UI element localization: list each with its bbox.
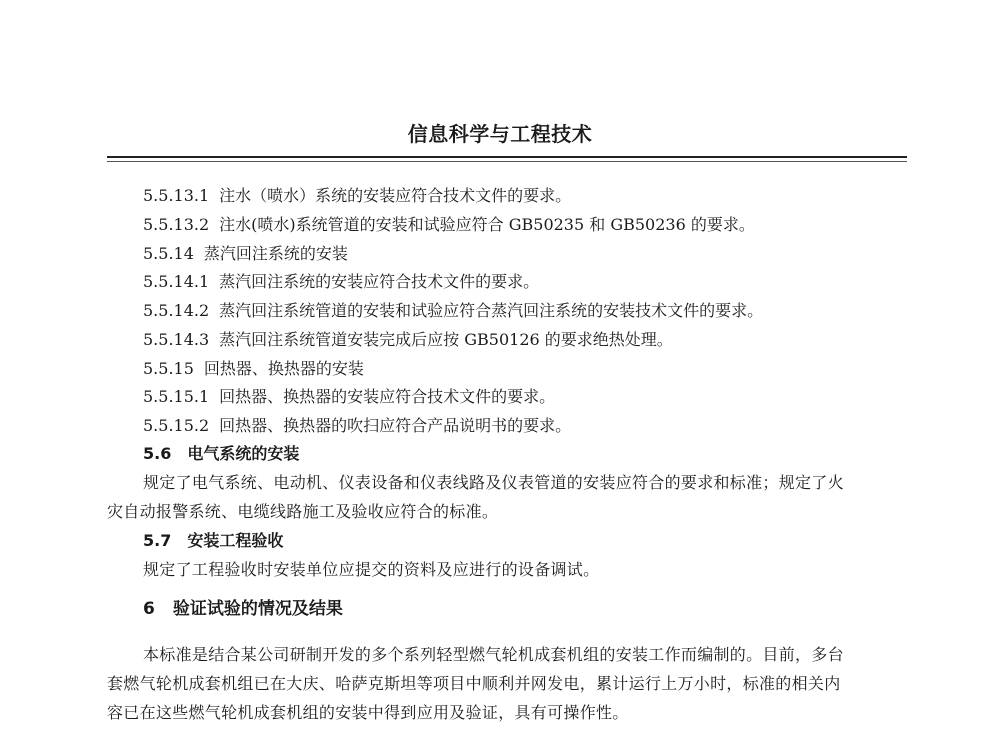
list-item [143,244,348,264]
list-item [143,215,755,235]
clause-text: 回热器、换热器的安装 [203,359,364,378]
section-heading-5-7 [143,531,283,551]
section-number: 5.6 [143,444,172,463]
clause-text: 回热器、换热器的吹扫应符合产品说明书的要求。 [219,416,572,435]
paragraph-line: 规定了工程验收时安装单位应提交的资料及应进行的设备调试。 [143,560,600,579]
chapter-heading-6 [143,599,343,619]
clause-text: 蒸汽回注系统的安装应符合技术文件的要求。 [219,272,540,291]
section-number: 5.7 [143,531,172,550]
list-item [143,330,673,350]
clause-number: 5.5.14 [143,244,194,263]
clause-number: 5.5.15.1 [143,387,210,406]
clause-number: 5.5.14.2 [143,301,210,320]
list-item [143,387,555,407]
clause-number: 5.5.14.1 [143,272,210,291]
clause-text: 蒸汽回注系统管道安装完成后应按 GB50126 的要求绝热处理。 [219,330,673,349]
paragraph-line: 灾自动报警系统、电缆线路施工及验收应符合的标准。 [107,502,499,521]
header-rule-thin [107,161,907,162]
clause-text: 注水（喷水）系统的安装应符合技术文件的要求。 [219,186,572,205]
running-header-title: 信息科学与工程技术 [407,122,593,146]
clause-number: 5.5.14.3 [143,330,210,349]
list-item [143,186,571,206]
list-item [143,359,364,379]
paragraph-line: 规定了电气系统、电动机、仪表设备和仪表线路及仪表管道的安装应符合的要求和标准；规定了火 [143,473,844,492]
list-item [143,272,539,292]
clause-number: 5.5.15.2 [143,416,210,435]
chapter-number: 6 [143,599,155,619]
list-item [143,416,571,436]
section-title: 电气系统的安装 [187,444,300,463]
paragraph-line: 容已在这些燃气轮机成套机组的安装中得到应用及验证，具有可操作性。 [107,703,629,722]
clause-number: 5.5.13.1 [143,186,210,205]
section-heading-5-6 [143,444,299,464]
list-item [143,301,763,321]
section-title: 安装工程验收 [187,531,284,550]
clause-text: 蒸汽回注系统的安装 [203,244,348,263]
chapter-title: 验证试验的情况及结果 [172,599,343,619]
clause-text: 注水(喷水)系统管道的安装和试验应符合 GB50235 和 GB50236 的要求。 [219,215,755,234]
paragraph-line: 本标准是结合某公司研制开发的多个系列轻型燃气轮机成套机组的安装工作而编制的。目前，多台 [143,645,844,664]
clause-number: 5.5.15 [143,359,194,378]
clause-text: 蒸汽回注系统管道的安装和试验应符合蒸汽回注系统的安装技术文件的要求。 [219,301,764,320]
clause-number: 5.5.13.2 [143,215,210,234]
header-rule-thick [107,156,907,158]
paragraph-line: 套燃气轮机成套机组已在大庆、哈萨克斯坦等项目中顺利并网发电，累计运行上万小时，标准的相关内 [107,674,841,693]
clause-text: 回热器、换热器的安装应符合技术文件的要求。 [219,387,556,406]
